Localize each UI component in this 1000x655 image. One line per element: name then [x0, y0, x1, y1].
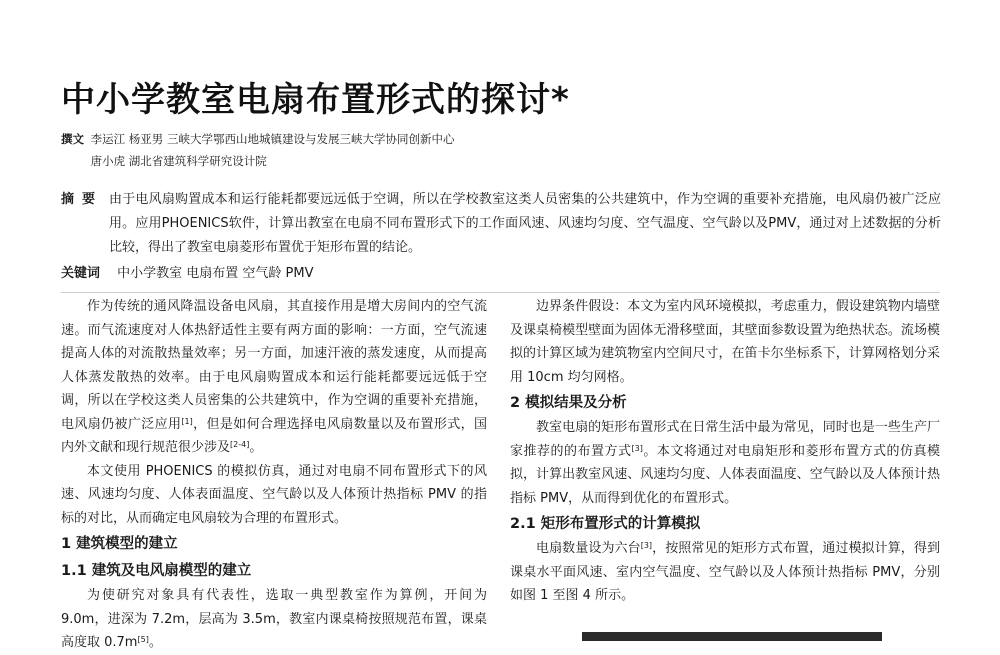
citation-ref: [1] [181, 416, 193, 426]
keywords-label: 关键词 [61, 266, 101, 281]
section-divider [61, 292, 940, 293]
abstract-label: 摘要 [61, 192, 104, 207]
boundary-paragraph: 边界条件假设：本文为室内风环境模拟，考虑重力，假设建筑物内墙壁及课桌椅模型壁面为固体无滑移壁面，其壁面参数设置为绝热状态。流场模拟的计算区域为建筑物室内空间尺寸，在笛卡尔坐标系下，计算网格划分采用 10cm 均匀网格。 [510, 299, 940, 385]
citation-ref: [3] [631, 443, 643, 453]
rect-layout-paragraph: 电扇数量设为六台[3]，按照常见的矩形方式布置，通过模拟计算，得到课桌水平面风速、室内空气温度、空气龄以及人体预计热指标 PMV，分别如图 1 至图 4 所示。 [510, 541, 940, 603]
authors-line-1: 李运江 杨亚男 三峡大学鄂西山地城镇建设与发展三峡大学协同创新中心 [90, 132, 455, 146]
section-heading-2: 2 模拟结果及分析 [510, 395, 627, 411]
results-paragraph: 教室电扇的矩形布置形式在日常生活中最为常见，同时也是一些生产厂家推荐的的布置方式[3]。本文将通过对电扇矩形和菱形布置方式的仿真模拟，计算出教室风速、风速均匀度、人体表面温度、空气龄以及人体预计热指标 PMV，从而得到优化的布置形式。 [510, 420, 940, 506]
intro-paragraph-1: 作为传统的通风降温设备电风扇，其直接作用是增大房间内的空气流速。而气流速度对人体热舒适性主要有两方面的影响：一方面，空气流速提高人体的对流散热量效率；另一方面，加速汗液的蒸发速度，从而提高人体蒸发散热的效率。由于电风扇购置成本和运行能耗都要远远低于空调，所以在学校这类人员密集的公共建筑中，作为空调的重要补充措施，电风扇仍被广泛应用[1]，但是如何合理选择电风扇数量以及布置形式，国内外文献和现行规范很少涉及[2-4]。 [61, 299, 487, 455]
keywords [61, 263, 314, 285]
right-column [510, 295, 940, 608]
authors-label: 撰文 [61, 132, 84, 146]
citation-ref: [2-4] [230, 440, 250, 449]
citation-ref: [3] [640, 541, 653, 550]
abstract-text: 由于电风扇购置成本和运行能耗都要远远低于空调，所以在学校教室这类人员密集的公共建筑中，作为空调的重要补充措施，电风扇仍被广泛应用。应用PHOENICS软件，计算出教室在电扇不同布置形式下的工作面风速、风速均匀度、空气温度、空气龄以及PMV，通过对上述数据的分析比较，得出了教室电扇菱形布置优于矩形布置的结论。 [109, 192, 941, 255]
article-title: 中小学教室电扇布置形式的探讨* [61, 80, 570, 120]
section-heading-1-1: 1.1 建筑及电风扇模型的建立 [61, 563, 252, 579]
left-column [61, 295, 487, 655]
intro-paragraph-2: 本文使用 PHOENICS 的模拟仿真，通过对电扇不同布置形式下的风速、风速均匀度、人体表面温度、空气龄以及人体预计热指标 PMV 的指标的对比，从而确定电风扇较为合理的布置形式。 [61, 463, 487, 526]
model-paragraph: 为使研究对象具有代表性，选取一典型教室作为算例，开间为 9.0m，进深为 7.2m，层高为 3.5m，教室内课桌椅按照规范布置，课桌高度取 0.7m[5]。 [61, 588, 487, 650]
section-heading-2-1: 2.1 矩形布置形式的计算模拟 [510, 516, 701, 532]
abstract [61, 188, 941, 260]
figure-top-edge [582, 632, 882, 641]
authors-line-2: 唐小虎 湖北省建筑科学研究设计院 [90, 154, 267, 168]
keywords-text: 中小学教室 电扇布置 空气龄 PMV [117, 266, 314, 281]
author-block [61, 128, 454, 172]
citation-ref: [5] [137, 635, 149, 644]
section-heading-1: 1 建筑模型的建立 [61, 536, 178, 552]
